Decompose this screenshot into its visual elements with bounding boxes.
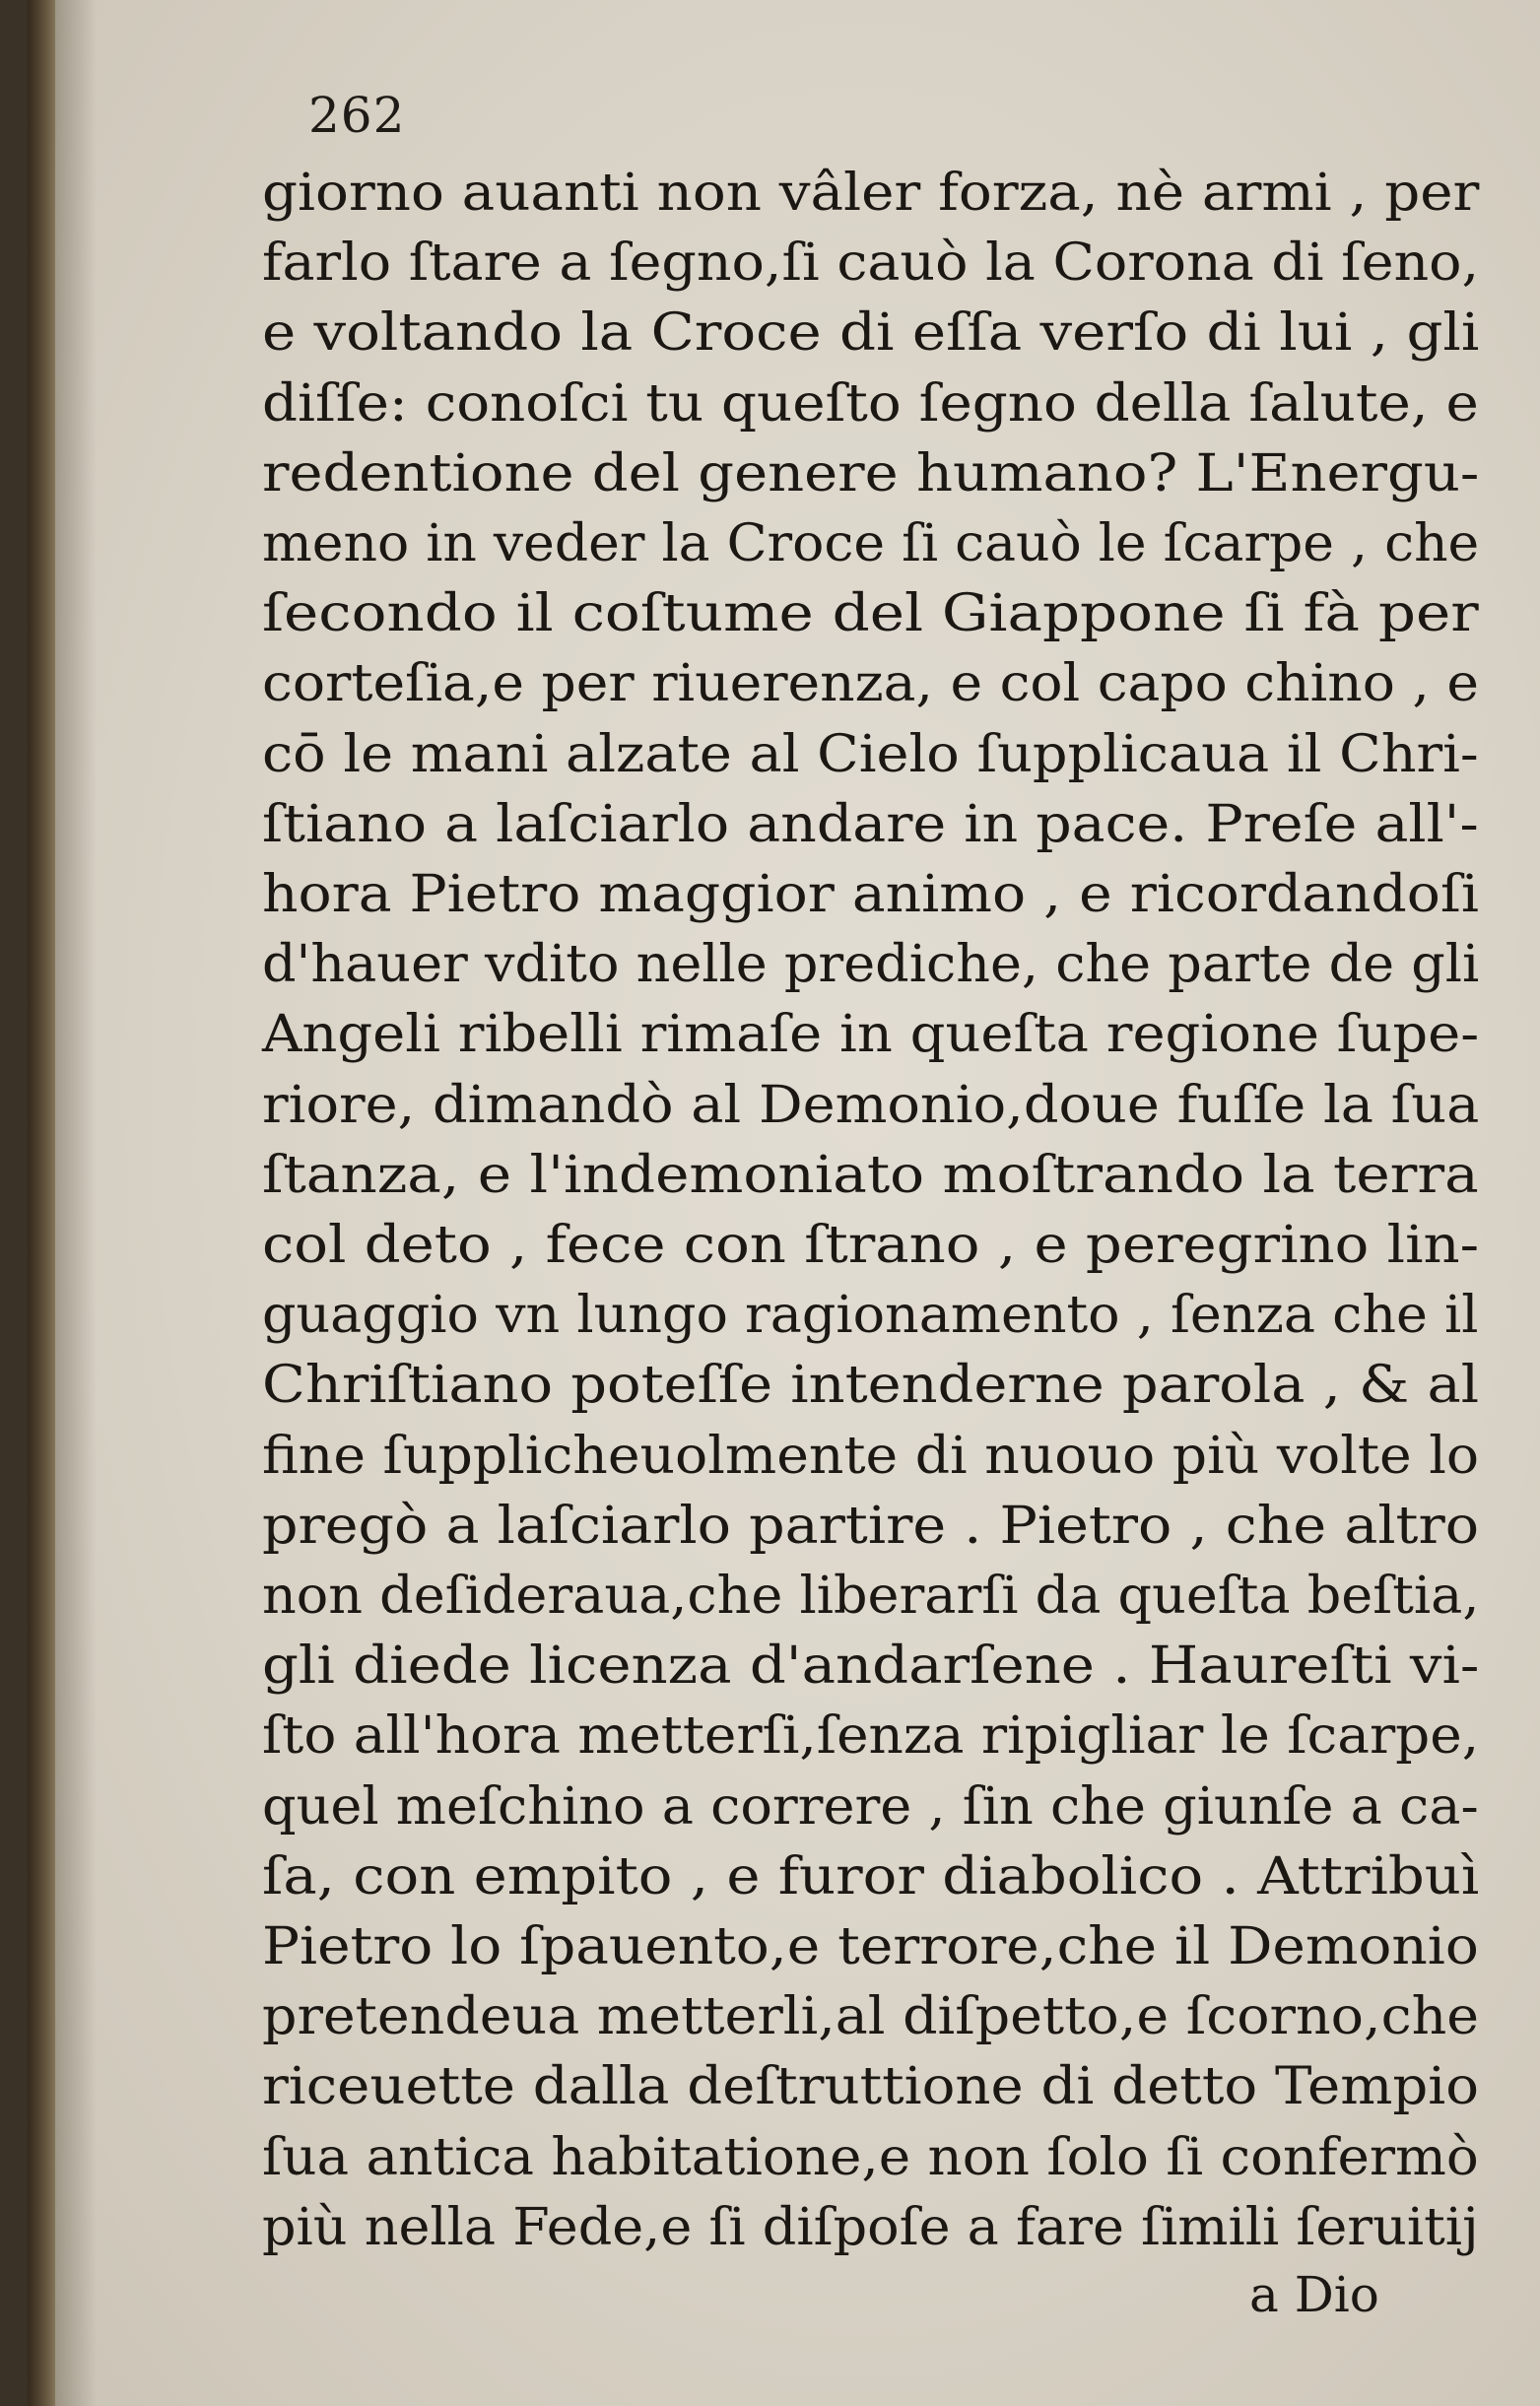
text-line: più nella Fede,e ſi diſpoſe a fare ſimili ſeruitij: [262, 2197, 1479, 2257]
text-line: pregò a laſciarlo partire . Pietro , che altro: [262, 1496, 1480, 1556]
text-line: e voltando la Croce di eſſa verſo di lui , gli: [262, 303, 1480, 364]
text-line: Angeli ribelli rimaſe in queſta regione ſupe-: [262, 1005, 1480, 1065]
text-line: redentione del genere humano? L'Energu-: [262, 443, 1480, 503]
text-line: d'hauer vdito nelle prediche, che parte de gli: [262, 935, 1480, 995]
page-number: 262: [308, 87, 406, 144]
text-line: farlo ſtare a ſegno,ſi cauò la Corona di ſeno,: [262, 234, 1480, 294]
text-line: ſua antica habitatione,e non ſolo ſi confermò: [262, 2127, 1479, 2187]
text-line: guaggio vn lungo ragionamento , ſenza che il: [262, 1286, 1479, 1346]
text-line: riceuette dalla deſtruttione di detto Tempio: [262, 2057, 1479, 2117]
text-line: giorno auanti non vâler forza, nè armi , per: [262, 164, 1480, 223]
text-line: hora Pietro maggior animo , e ricordandoſi: [262, 865, 1480, 924]
text-line: ſto all'hora metterſi,ſenza ripigliar le ſcarpe,: [262, 1706, 1480, 1767]
text-line: pretendeua metterli,al diſpetto,e ſcorno,che: [262, 1987, 1480, 2047]
text-line: ſtiano a laſciarlo andare in pace. Preſe all'-: [262, 794, 1479, 854]
text-line: ſtanza, e l'indemoniato moſtrando la terra: [262, 1145, 1479, 1205]
text-line: quel meſchino a correre , ſin che giunſe a ca-: [262, 1776, 1479, 1837]
text-line: cō le mani alzate al Cielo ſupplicaua il Chri-: [262, 724, 1479, 784]
text-line: Pietro lo ſpauento,e terrore,che il Demonio: [262, 1917, 1479, 1976]
text-line: fine ſupplicheuolmente di nuouo più volte lo: [262, 1426, 1480, 1486]
text-line: non deſideraua,che liberarſi da queſta beſtia,: [262, 1567, 1480, 1626]
text-line: ſecondo il coſtume del Giappone ſi fà per: [262, 584, 1479, 644]
binding-shadow: [28, 0, 97, 2406]
catchword: a Dio: [1249, 2266, 1379, 2323]
text-line: gli diede licenza d'andarſene . Haureſti vi-: [262, 1637, 1480, 1697]
text-line: ſa, con empito , e furor diabolico . Attribuì: [262, 1846, 1480, 1906]
text-line: Chriſtiano poteſſe intenderne parola , & al: [262, 1356, 1480, 1416]
text-line: diſſe: conoſci tu queſto ſegno della ſalute, e: [262, 373, 1479, 434]
text-line: corteſia,e per riuerenza, e col capo chino , e: [262, 654, 1479, 714]
text-line: riore, dimandò al Demonio,doue fuſſe la ſua: [262, 1075, 1480, 1135]
book-page: [28, 0, 1540, 2406]
text-line: meno in veder la Croce ſi cauò le ſcarpe , che: [262, 514, 1480, 573]
text-line: col deto , fece con ſtrano , e peregrino lin-: [262, 1216, 1480, 1275]
